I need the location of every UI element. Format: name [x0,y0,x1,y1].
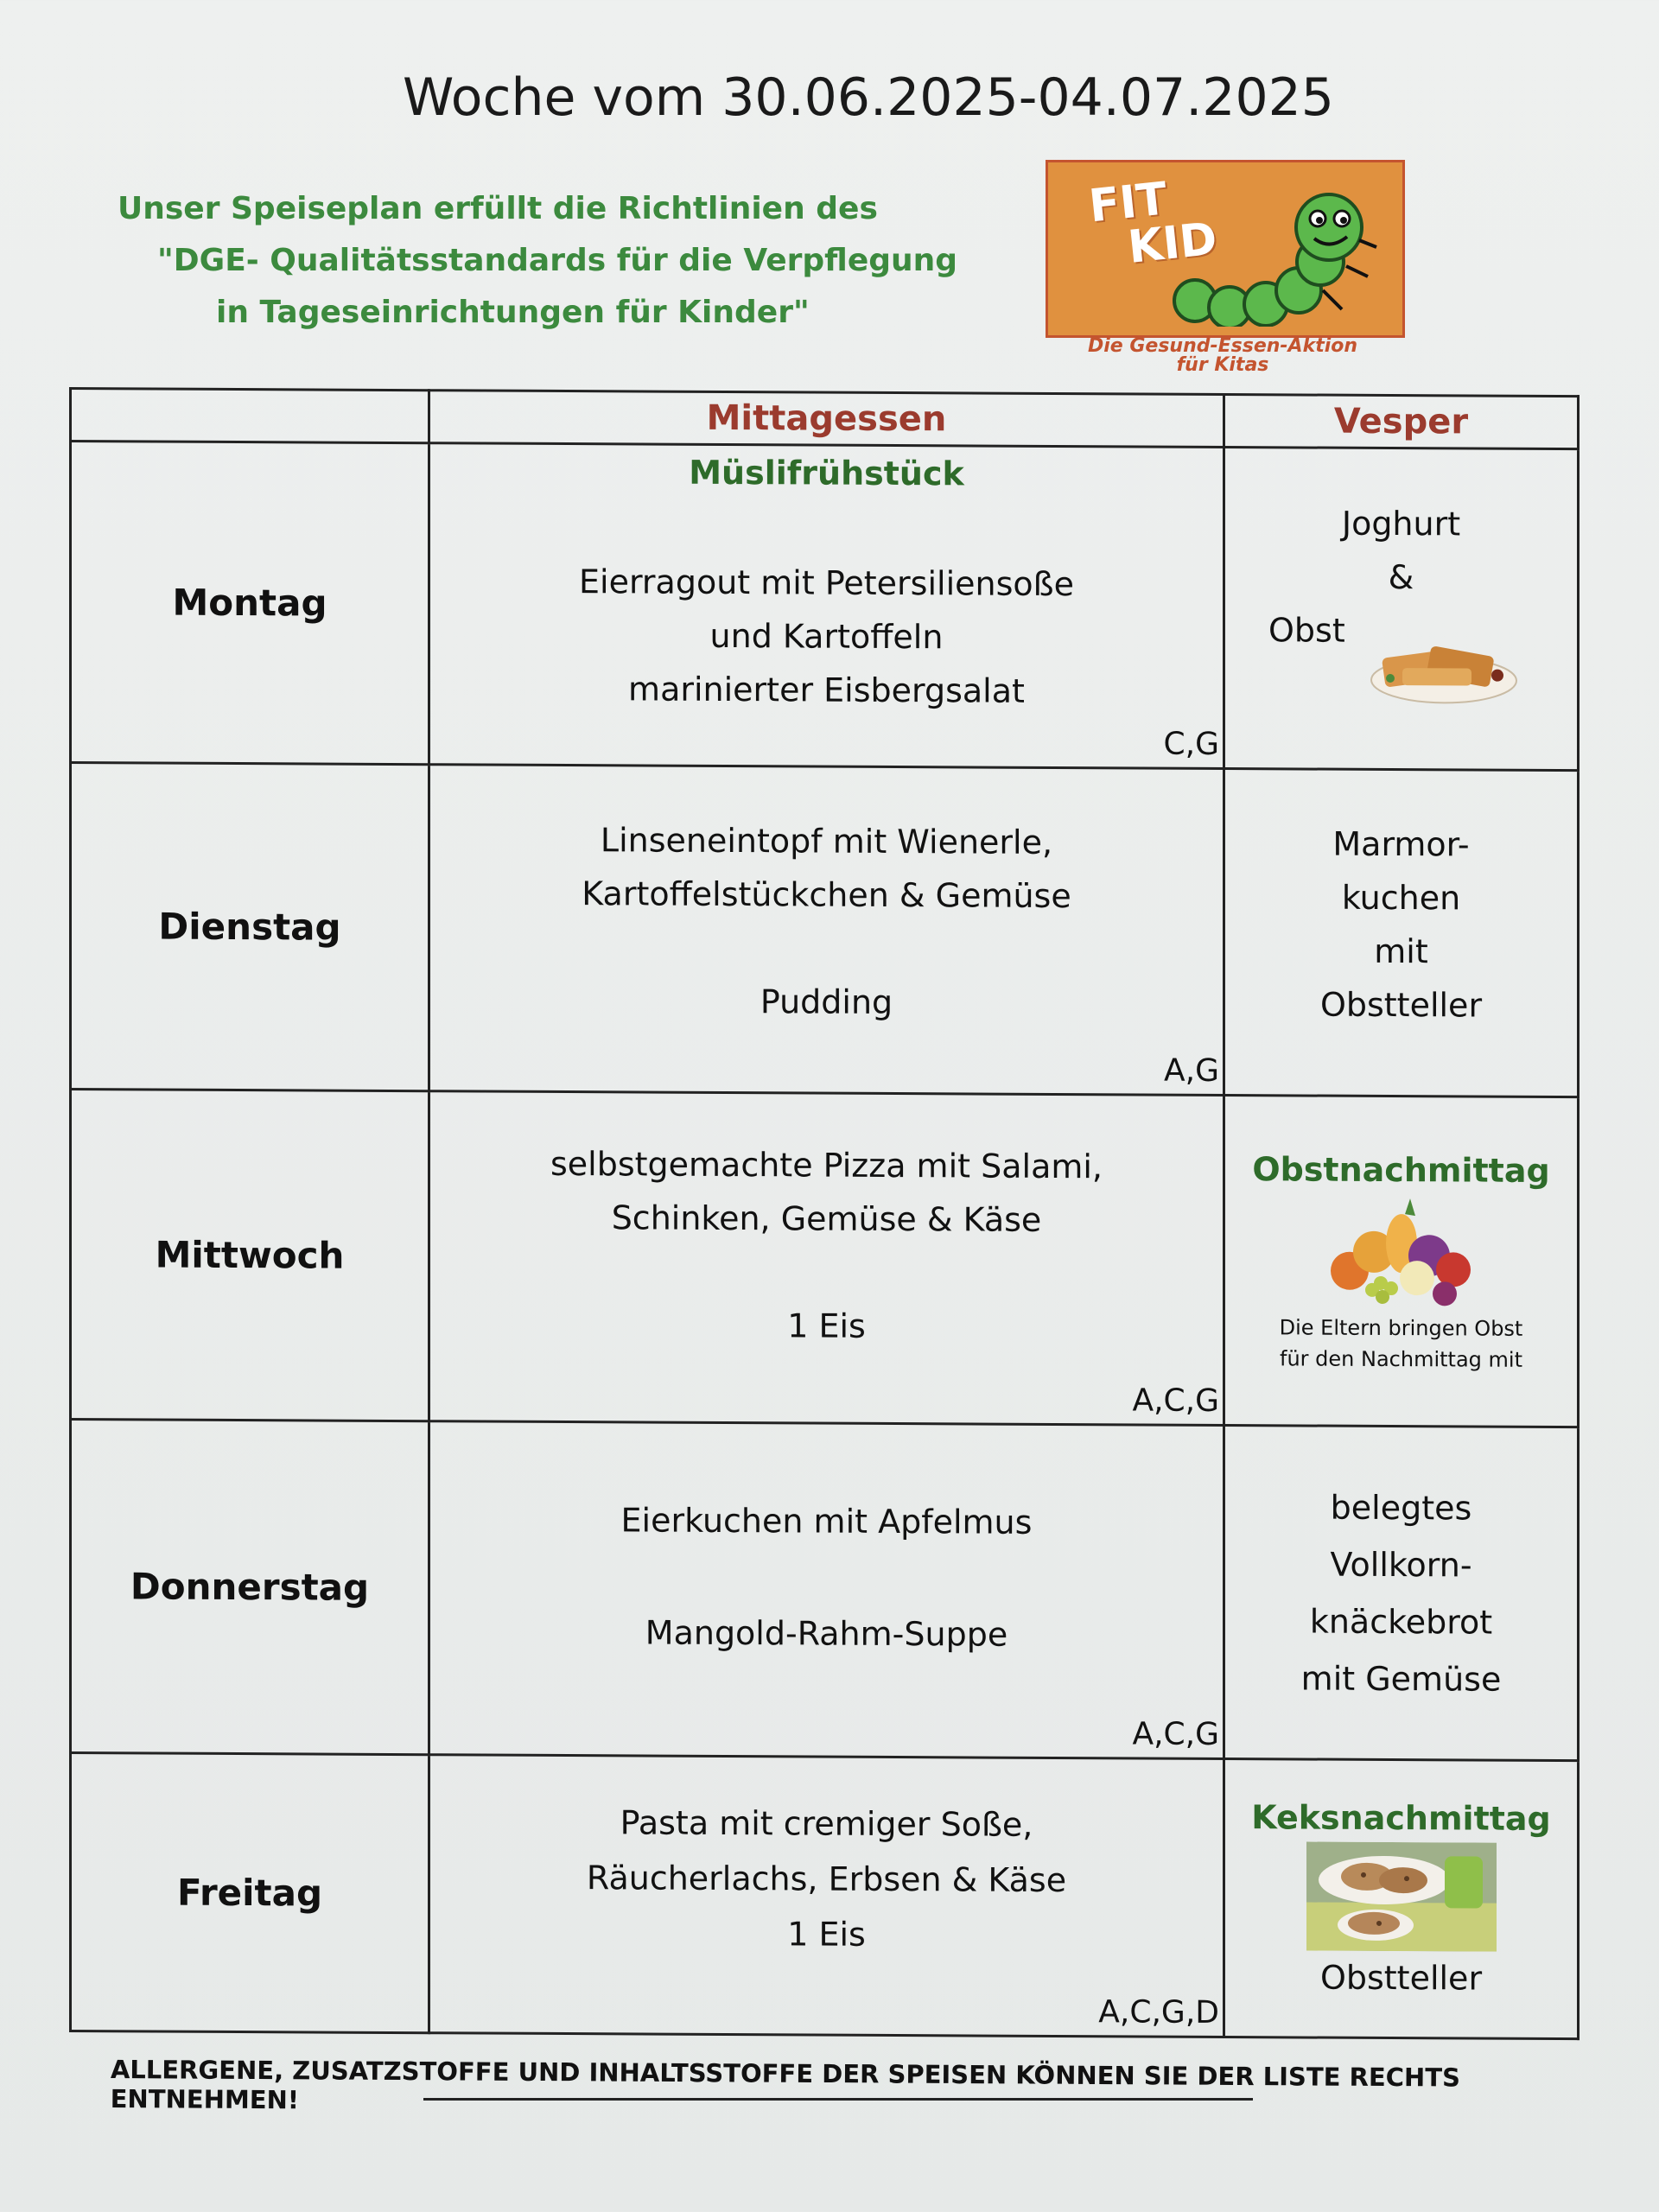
logo-tagline: Die Gesund-Essen-Aktion für Kitas [1087,335,1358,376]
lunch-line: 1 Eis [787,1914,866,1954]
vesper-cell [1224,1095,1579,1427]
vesper-line: mit [1374,931,1428,970]
vesper-cell [1224,768,1579,1096]
lunch-line: marinierter Eisbergsalat [628,669,1025,710]
vesper-bottom-label: Obstteller [1319,1958,1483,1998]
lunch-line: und Kartoffeln [709,616,944,656]
vesper-line: & [1388,557,1414,596]
lunch-cell [429,765,1224,1096]
allergen-codes: A,C,G,D [1098,1994,1219,2031]
vesper-line: Vollkorn- [1330,1545,1472,1585]
table-row [71,1420,1579,1761]
vesper-cell [1224,1758,1579,2038]
vesper-line: Joghurt [1341,504,1461,543]
lunch-spacer [430,1243,1223,1301]
lunch-cell [429,1755,1224,2037]
lunch-line: Schinken, Gemüse & Käse [611,1198,1042,1239]
lunch-line: 1 Eis [787,1306,866,1345]
lunch-spacer [430,1546,1223,1609]
allergen-footer-note: ALLERGENE, ZUSATZSTOFFE UND INHALTSSTOFFE DER SPEISEN KÖNNEN SIE DER LISTE RECHTS ENTNEHMEN! [110,2055,1461,2115]
day-label: Freitag [71,1753,429,2033]
table-header-row [71,389,1579,449]
vesper-line: Obstteller [1319,985,1483,1025]
cookies-photo-icon [1306,1841,1497,1951]
vesper-cell [1224,447,1579,770]
lunch-line: Pudding [760,982,893,1021]
vesper-note: Die Eltern bringen Obst für den Nachmittag mit [1279,1314,1523,1372]
vesper-cell [1224,1425,1579,1760]
allergen-codes: A,C,G [1132,1382,1219,1419]
vesper-line: knäckebrot [1309,1602,1493,1642]
logo-box [1046,160,1405,338]
lunch-spacer [430,919,1223,977]
allergen-codes: C,G [1163,726,1219,762]
dge-line-1: Unser Speiseplan erfüllt die Richtlinien des [118,191,878,226]
allergen-codes: A,G [1164,1052,1219,1089]
lunch-line: Räucherlachs, Erbsen & Käse [586,1858,1067,1899]
header-vesper: Vesper [1224,394,1579,448]
header-day [71,389,429,443]
lunch-line: Pasta mit cremiger Soße, [620,1802,1033,1844]
table-row [71,763,1579,1097]
lunch-cell [429,1091,1224,1426]
lunch-line: Mangold-Rahm-Suppe [645,1612,1008,1654]
lunch-cell [429,1421,1224,1759]
lunch-line: Kartoffelstückchen & Gemüse [582,874,1071,915]
logo-wordmark: FIT KID [1086,173,1220,274]
lunch-line: Eierkuchen mit Apfelmus [620,1500,1033,1541]
table-row [71,1753,1579,2039]
caterpillar-icon [1160,180,1394,327]
table-row [71,1090,1579,1427]
vesper-line: Marmor- [1332,824,1470,863]
special-label: Müslifrühstück [689,453,964,493]
vesper-line: mit Gemüse [1300,1658,1502,1699]
footer-underline [423,2098,1253,2101]
header-lunch: Mittagessen [429,391,1224,448]
vesper-special-title: Keksnachmittag [1251,1797,1551,1838]
vesper-line: belegtes [1330,1488,1472,1527]
vesper-special-title: Obstnachmittag [1252,1149,1550,1190]
vesper-line: kuchen [1341,878,1461,917]
lunch-line: Eierragout mit Petersiliensoße [579,562,1074,603]
dge-line-2: "DGE- Qualitätsstandards für die Verpflegung [157,243,958,278]
day-label: Montag [71,442,429,765]
day-label: Dienstag [71,763,429,1091]
toast-plate-icon [1368,634,1519,704]
lunch-line: selbstgemachte Pizza mit Salami, [550,1144,1103,1185]
dge-statement [112,183,976,339]
day-label: Mittwoch [71,1090,429,1421]
allergen-codes: A,C,G [1132,1716,1219,1752]
dge-line-3: in Tageseinrichtungen für Kinder" [216,295,810,330]
table-row [71,442,1579,771]
day-label: Donnerstag [71,1420,429,1755]
lunch-line: Linseneintopf mit Wienerle, [600,820,1053,861]
fit-kid-logo [1046,160,1400,376]
vesper-line: Obst [1268,610,1345,650]
fruit-basket-icon [1315,1191,1488,1313]
lunch-cell [429,443,1224,769]
meal-plan-table [69,387,1580,2040]
page-title: Woche vom 30.06.2025-04.07.2025 [403,67,1334,128]
